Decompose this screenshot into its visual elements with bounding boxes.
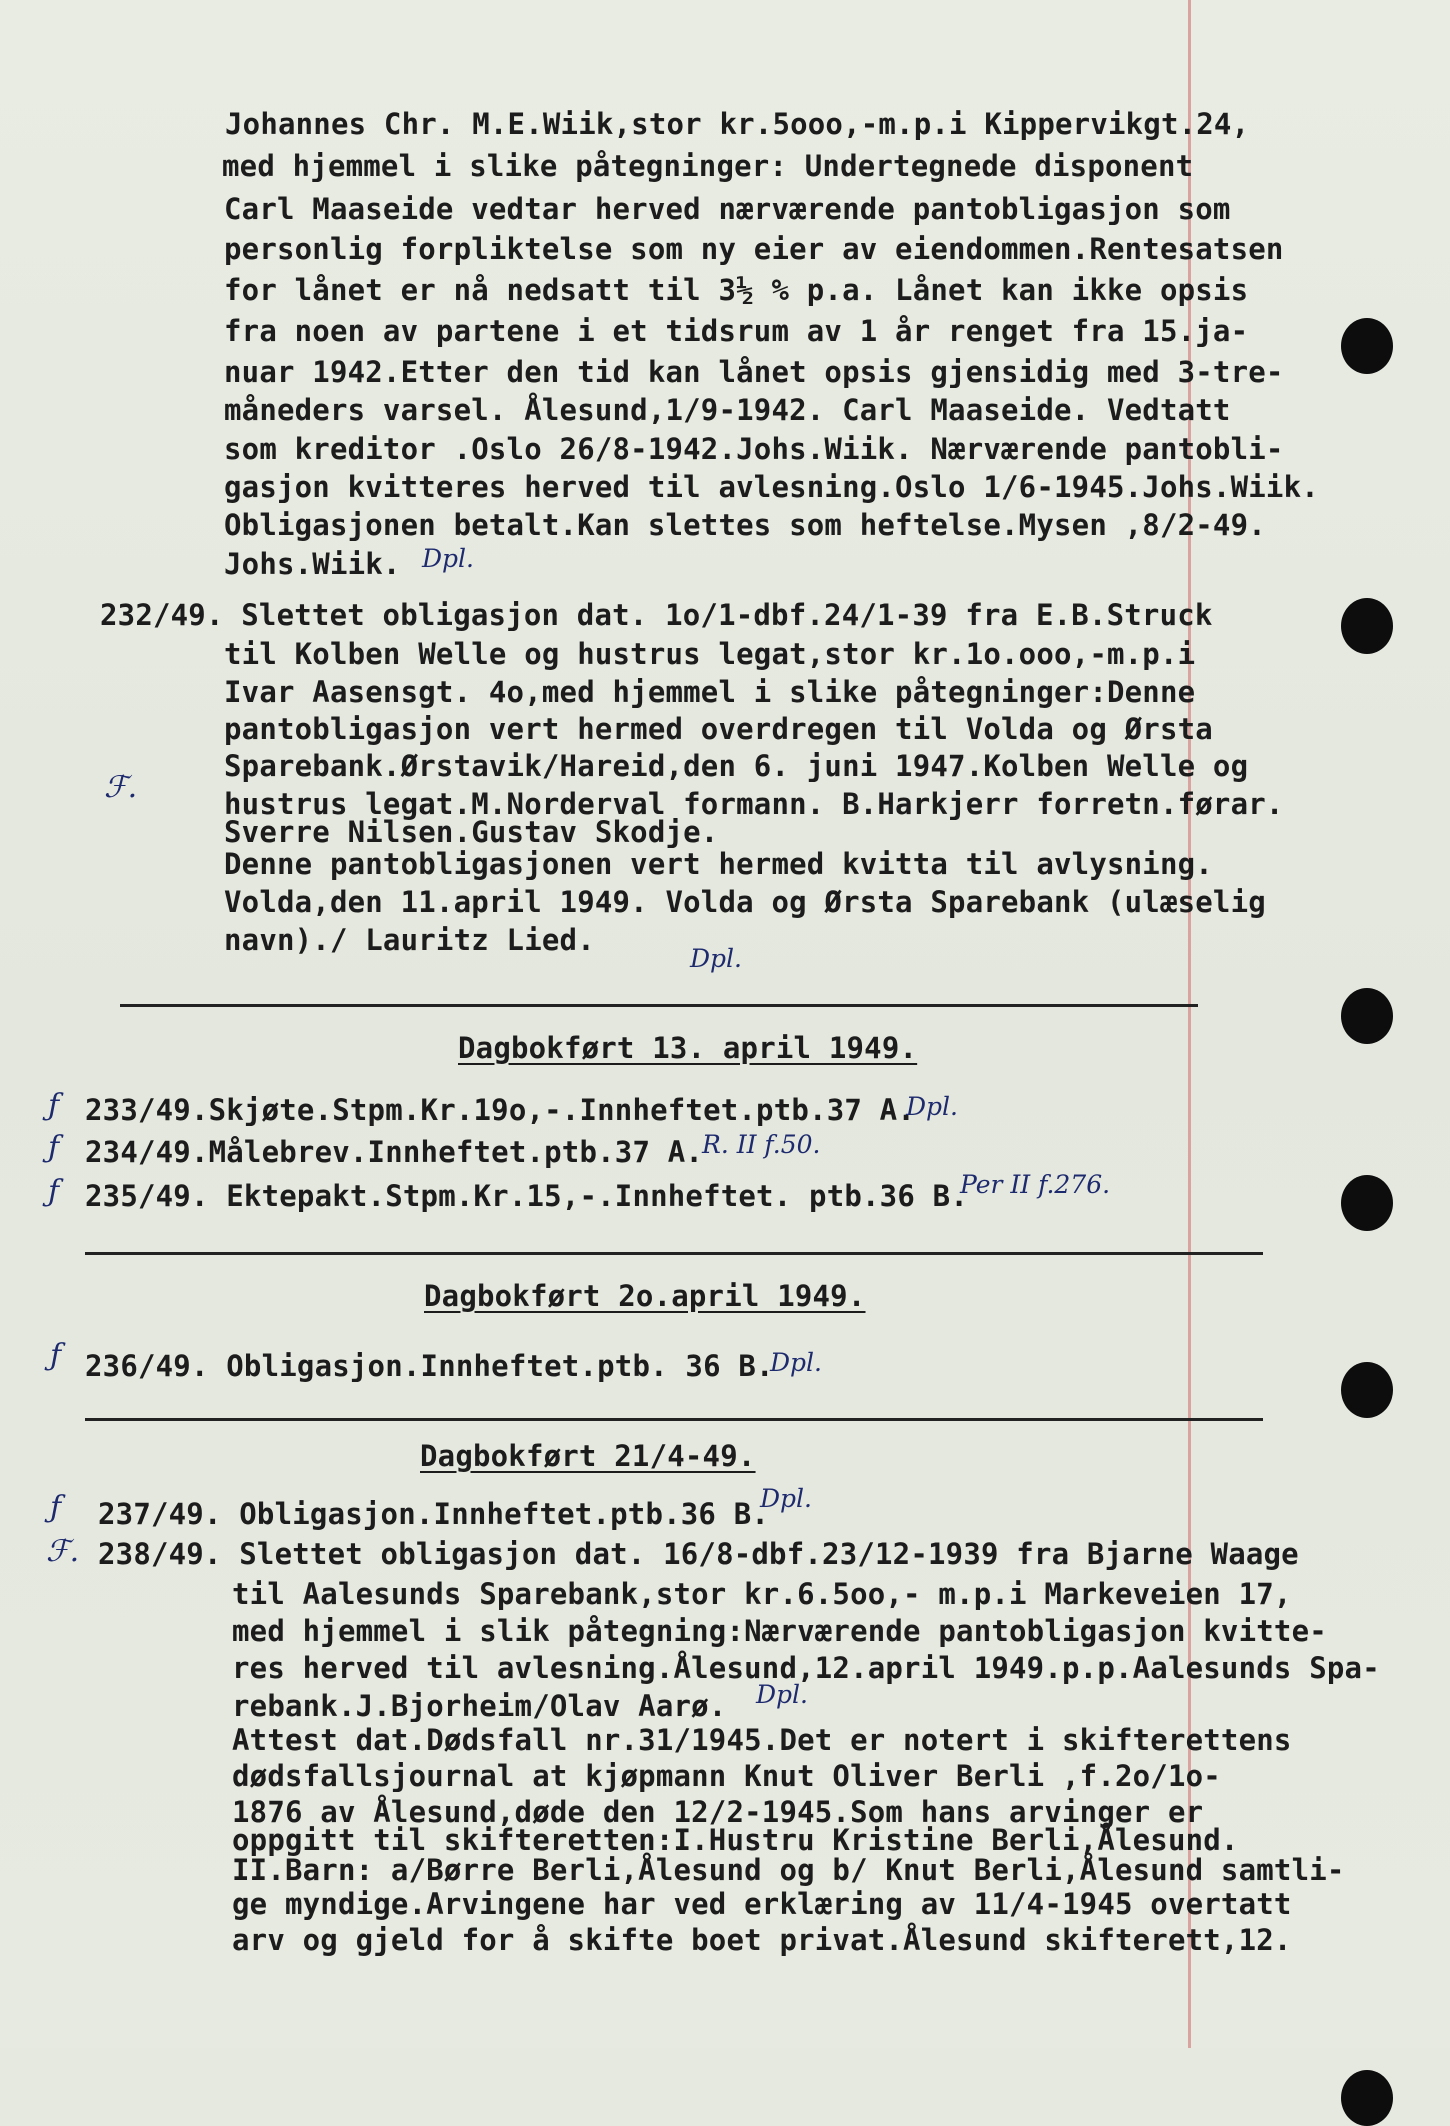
margin-mark: ƒ bbox=[50, 1338, 62, 1373]
text-line: arv og gjeld for å skifte boet privat.Ålesund skifterett,12. bbox=[232, 1923, 1292, 1957]
punch-hole bbox=[1341, 1175, 1393, 1231]
handwritten-initials: Dpl. bbox=[770, 1348, 822, 1377]
text-line: ge myndige.Arvingene har ved erklæring av 11/4-1945 overtatt bbox=[232, 1887, 1292, 1921]
text-line: Denne pantobligasjonen vert hermed kvitta til avlysning. bbox=[224, 847, 1213, 881]
section-divider bbox=[120, 1004, 1198, 1007]
text-line: 1876 av Ålesund,døde den 12/2-1945.Som hans arvinger er bbox=[232, 1795, 1204, 1829]
text-line: pantobligasjon vert hermed overdregen til Volda og Ørsta bbox=[224, 712, 1213, 746]
text-line: Carl Maaseide vedtar herved nærværende pantobligasjon som bbox=[224, 192, 1231, 226]
text-line: 238/49. Slettet obligasjon dat. 16/8-dbf.23/12-1939 fra Bjarne Waage bbox=[98, 1537, 1299, 1571]
text-line: 235/49. Ektepakt.Stpm.Kr.15,-.Innheftet. ptb.36 B. bbox=[85, 1179, 968, 1213]
section-heading: Dagbokført 2o.april 1949. bbox=[424, 1279, 866, 1313]
punch-hole bbox=[1341, 1362, 1393, 1418]
text-line: til Kolben Welle og hustrus legat,stor kr.1o.ooo,-m.p.i bbox=[224, 637, 1196, 671]
text-line: Ivar Aasensgt. 4o,med hjemmel i slike påtegninger:Denne bbox=[224, 675, 1196, 709]
handwritten-initials: Dpl. bbox=[760, 1484, 812, 1513]
text-line: hustrus legat.M.Norderval formann. B.Harkjerr forretn.førar. bbox=[224, 787, 1284, 821]
text-line: 236/49. Obligasjon.Innheftet.ptb. 36 B. bbox=[85, 1349, 774, 1383]
text-line: til Aalesunds Sparebank,stor kr.6.5oo,- m.p.i Markeveien 17, bbox=[232, 1577, 1292, 1611]
text-line: dødsfallsjournal at kjøpmann Knut Oliver Berli ,f.2o/1o- bbox=[232, 1759, 1221, 1793]
text-line: måneders varsel. Ålesund,1/9-1942. Carl Maaseide. Vedtatt bbox=[224, 393, 1231, 427]
handwritten-reference: Per II f.276. bbox=[960, 1170, 1111, 1199]
text-line: nuar 1942.Etter den tid kan lånet opsis gjensidig med 3-tre- bbox=[224, 355, 1284, 389]
text-line: res herved til avlesning.Ålesund,12.april 1949.p.p.Aalesunds Spa- bbox=[232, 1651, 1380, 1685]
text-line: Attest dat.Dødsfall nr.31/1945.Det er notert i skifterettens bbox=[232, 1723, 1292, 1757]
handwritten-reference: R. II f.50. bbox=[702, 1130, 821, 1159]
text-line: personlig forpliktelse som ny eier av eiendommen.Rentesatsen bbox=[224, 232, 1284, 266]
section-divider bbox=[85, 1252, 1263, 1255]
punch-hole bbox=[1341, 2070, 1393, 2126]
text-line: fra noen av partene i et tidsrum av 1 år renget fra 15.ja- bbox=[224, 314, 1249, 348]
margin-mark: ƒ bbox=[48, 1130, 60, 1165]
text-line: Obligasjonen betalt.Kan slettes som heftelse.Mysen ,8/2-49. bbox=[224, 508, 1266, 542]
text-line: Johs.Wiik. bbox=[224, 547, 401, 581]
text-line: 237/49. Obligasjon.Innheftet.ptb.36 B. bbox=[98, 1497, 770, 1531]
section-heading: Dagbokført 13. april 1949. bbox=[458, 1031, 918, 1065]
section-heading: Dagbokført 21/4-49. bbox=[420, 1439, 756, 1473]
text-line: Volda,den 11.april 1949. Volda og Ørsta Sparebank (ulæselig bbox=[224, 885, 1266, 919]
text-line: gasjon kvitteres herved til avlesning.Oslo 1/6-1945.Johs.Wiik. bbox=[224, 470, 1319, 504]
margin-mark: ℱ. bbox=[46, 1534, 80, 1569]
text-line: 233/49.Skjøte.Stpm.Kr.19o,-.Innheftet.ptb.37 A. bbox=[85, 1093, 915, 1127]
text-line: Sparebank.Ørstavik/Hareid,den 6. juni 1947.Kolben Welle og bbox=[224, 749, 1249, 783]
text-line: 234/49.Målebrev.Innheftet.ptb.37 A. bbox=[85, 1135, 704, 1169]
handwritten-initials: Dpl. bbox=[422, 544, 474, 573]
punch-hole bbox=[1341, 598, 1393, 654]
handwritten-initials: Dpl. bbox=[690, 944, 742, 973]
margin-mark: ƒ bbox=[50, 1490, 62, 1525]
text-line: navn)./ Lauritz Lied. bbox=[224, 923, 595, 957]
margin-mark: ƒ bbox=[48, 1088, 60, 1123]
punch-hole bbox=[1341, 988, 1393, 1044]
section-divider bbox=[85, 1418, 1263, 1421]
margin-mark: ℱ. bbox=[104, 770, 138, 805]
handwritten-initials: Dpl. bbox=[906, 1092, 958, 1121]
text-line: oppgitt til skifteretten:I.Hustru Kristine Berli,Ålesund. bbox=[232, 1823, 1239, 1857]
text-line: som kreditor .Oslo 26/8-1942.Johs.Wiik. Nærværende pantobli- bbox=[224, 432, 1284, 466]
text-line: rebank.J.Bjorheim/Olav Aarø. bbox=[232, 1689, 727, 1723]
text-line: Johannes Chr. M.E.Wiik,stor kr.5ooo,-m.p.i Kippervikgt.24, bbox=[225, 107, 1250, 141]
text-line: II.Barn: a/Børre Berli,Ålesund og b/ Knut Berli,Ålesund samtli- bbox=[232, 1853, 1345, 1887]
handwritten-initials: Dpl. bbox=[756, 1680, 808, 1709]
text-line: med hjemmel i slike påtegninger: Undertegnede disponent bbox=[222, 149, 1194, 183]
margin-mark: ƒ bbox=[48, 1174, 60, 1209]
text-line: Sverre Nilsen.Gustav Skodje. bbox=[224, 815, 719, 849]
punch-hole bbox=[1341, 318, 1393, 374]
text-line: med hjemmel i slik påtegning:Nærværende pantobligasjon kvitte- bbox=[232, 1614, 1327, 1648]
text-line: for lånet er nå nedsatt til 3½ % p.a. Lånet kan ikke opsis bbox=[224, 273, 1249, 307]
text-line: 232/49. Slettet obligasjon dat. 1o/1-dbf.24/1-39 fra E.B.Struck bbox=[100, 598, 1213, 632]
